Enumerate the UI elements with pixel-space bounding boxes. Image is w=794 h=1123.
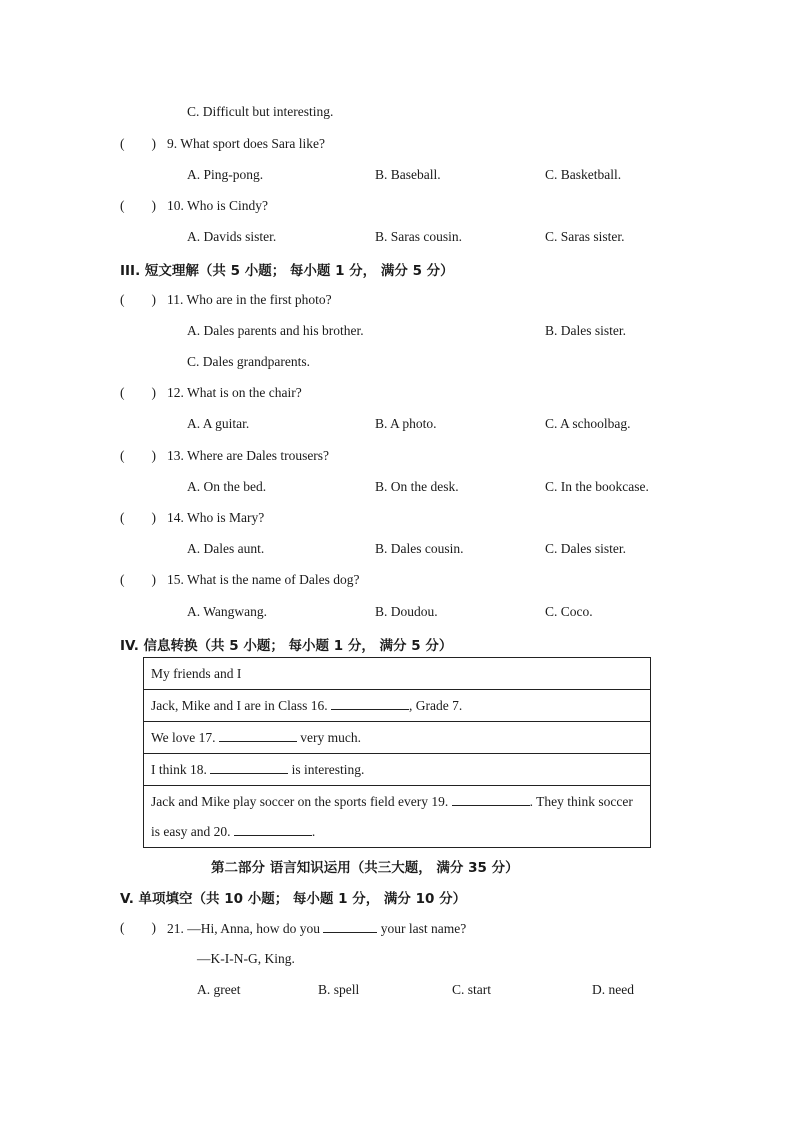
table-row bbox=[144, 722, 651, 754]
question-10-stem: 10. Who is Cindy? bbox=[167, 198, 268, 213]
question-9-stem: 9. What sport does Sara like? bbox=[167, 136, 325, 151]
answer-bracket[interactable]: ( ) bbox=[120, 572, 156, 587]
question-21-option-d: D. need bbox=[592, 982, 634, 997]
question-14-option-c: C. Dales sister. bbox=[545, 541, 626, 556]
cell-text: . bbox=[311, 823, 316, 839]
cell-text: . They think soccer is easy and 20. bbox=[151, 793, 633, 839]
question-13-option-c: C. In the bookcase. bbox=[545, 479, 649, 494]
table-cell bbox=[144, 722, 651, 754]
table-row bbox=[144, 690, 651, 722]
cell-text: Jack and Mike play soccer on the sports field every 19. bbox=[151, 793, 449, 809]
table-cell bbox=[144, 786, 651, 848]
table-row bbox=[144, 786, 651, 848]
question-12-stem: 12. What is on the chair? bbox=[167, 385, 302, 400]
question-10-option-b: B. Saras cousin. bbox=[375, 229, 462, 244]
table-row bbox=[144, 754, 651, 786]
question-21-option-c: C. start bbox=[452, 982, 491, 997]
question-12-option-b: B. A photo. bbox=[375, 416, 437, 431]
question-14-option-a: A. Dales aunt. bbox=[187, 541, 265, 556]
stem-text: 21. —Hi, Anna, how do you bbox=[167, 921, 320, 936]
question-11-option-a: A. Dales parents and his brother. bbox=[187, 323, 364, 338]
question-9-option-c: C. Basketball. bbox=[545, 167, 622, 182]
table-cell bbox=[144, 690, 651, 722]
question-9-option-b: B. Baseball. bbox=[375, 167, 441, 182]
answer-bracket[interactable]: ( ) bbox=[120, 448, 156, 463]
stem-text: your last name? bbox=[380, 921, 467, 936]
answer-bracket[interactable]: ( ) bbox=[120, 198, 156, 213]
question-10-option-a: A. Davids sister. bbox=[187, 229, 277, 244]
cell-text: very much. bbox=[300, 730, 362, 745]
blank-19[interactable] bbox=[452, 793, 530, 806]
question-12-option-c: C. A schoolbag. bbox=[545, 416, 631, 431]
option-c-difficult: C. Difficult but interesting. bbox=[187, 104, 334, 119]
cell-text: Jack, Mike and I are in Class 16. bbox=[151, 698, 328, 713]
table-cell bbox=[144, 754, 651, 786]
answer-bracket[interactable]: ( ) bbox=[120, 920, 156, 935]
info-transfer-table bbox=[143, 657, 651, 848]
blank-21[interactable] bbox=[323, 920, 377, 933]
blank-16[interactable] bbox=[331, 697, 409, 710]
question-15-stem: 15. What is the name of Dales dog? bbox=[167, 572, 360, 587]
blank-17[interactable] bbox=[219, 729, 297, 742]
question-13-stem: 13. Where are Dales trousers? bbox=[167, 448, 330, 463]
question-9-option-a: A. Ping-pong. bbox=[187, 167, 264, 182]
question-14-stem: 14. Who is Mary? bbox=[167, 510, 265, 525]
answer-bracket[interactable]: ( ) bbox=[120, 510, 156, 525]
question-10-option-c: C. Saras sister. bbox=[545, 229, 625, 244]
question-13-option-b: B. On the desk. bbox=[375, 479, 459, 494]
answer-bracket[interactable]: ( ) bbox=[120, 292, 156, 307]
question-11-stem: 11. Who are in the first photo? bbox=[167, 292, 332, 307]
cell-text: I think 18. bbox=[151, 762, 207, 777]
section-3-heading: III. 短文理解（共 5 小题； 每小题 1 分， 满分 5 分） bbox=[120, 263, 454, 279]
question-21-stem bbox=[167, 920, 466, 937]
cell-text: is interesting. bbox=[291, 762, 365, 777]
cell-text: , Grade 7. bbox=[408, 698, 463, 713]
answer-bracket[interactable]: ( ) bbox=[120, 136, 156, 151]
question-12-option-a: A. A guitar. bbox=[187, 416, 250, 431]
question-21-reply: —K-I-N-G, King. bbox=[197, 951, 295, 966]
question-13-option-a: A. On the bed. bbox=[187, 479, 267, 494]
section-5-heading: V. 单项填空（共 10 小题； 每小题 1 分， 满分 10 分） bbox=[120, 891, 467, 907]
question-15-option-b: B. Doudou. bbox=[375, 604, 438, 619]
cell-text: We love 17. bbox=[151, 730, 216, 745]
question-21-option-a: A. greet bbox=[197, 982, 241, 997]
section-4-heading: IV. 信息转换（共 5 小题； 每小题 1 分， 满分 5 分） bbox=[120, 638, 453, 654]
blank-20[interactable] bbox=[234, 823, 312, 836]
question-21-option-b: B. spell bbox=[318, 982, 360, 997]
table-row bbox=[144, 658, 651, 690]
question-15-option-c: C. Coco. bbox=[545, 604, 593, 619]
question-14-option-b: B. Dales cousin. bbox=[375, 541, 464, 556]
question-11-option-b: B. Dales sister. bbox=[545, 323, 626, 338]
blank-18[interactable] bbox=[210, 761, 288, 774]
answer-bracket[interactable]: ( ) bbox=[120, 385, 156, 400]
question-15-option-a: A. Wangwang. bbox=[187, 604, 268, 619]
part-2-heading: 第二部分 语言知识运用（共三大题， 满分 35 分） bbox=[211, 860, 519, 876]
table-cell: My friends and I bbox=[144, 658, 651, 690]
question-11-option-c: C. Dales grandparents. bbox=[187, 354, 310, 369]
